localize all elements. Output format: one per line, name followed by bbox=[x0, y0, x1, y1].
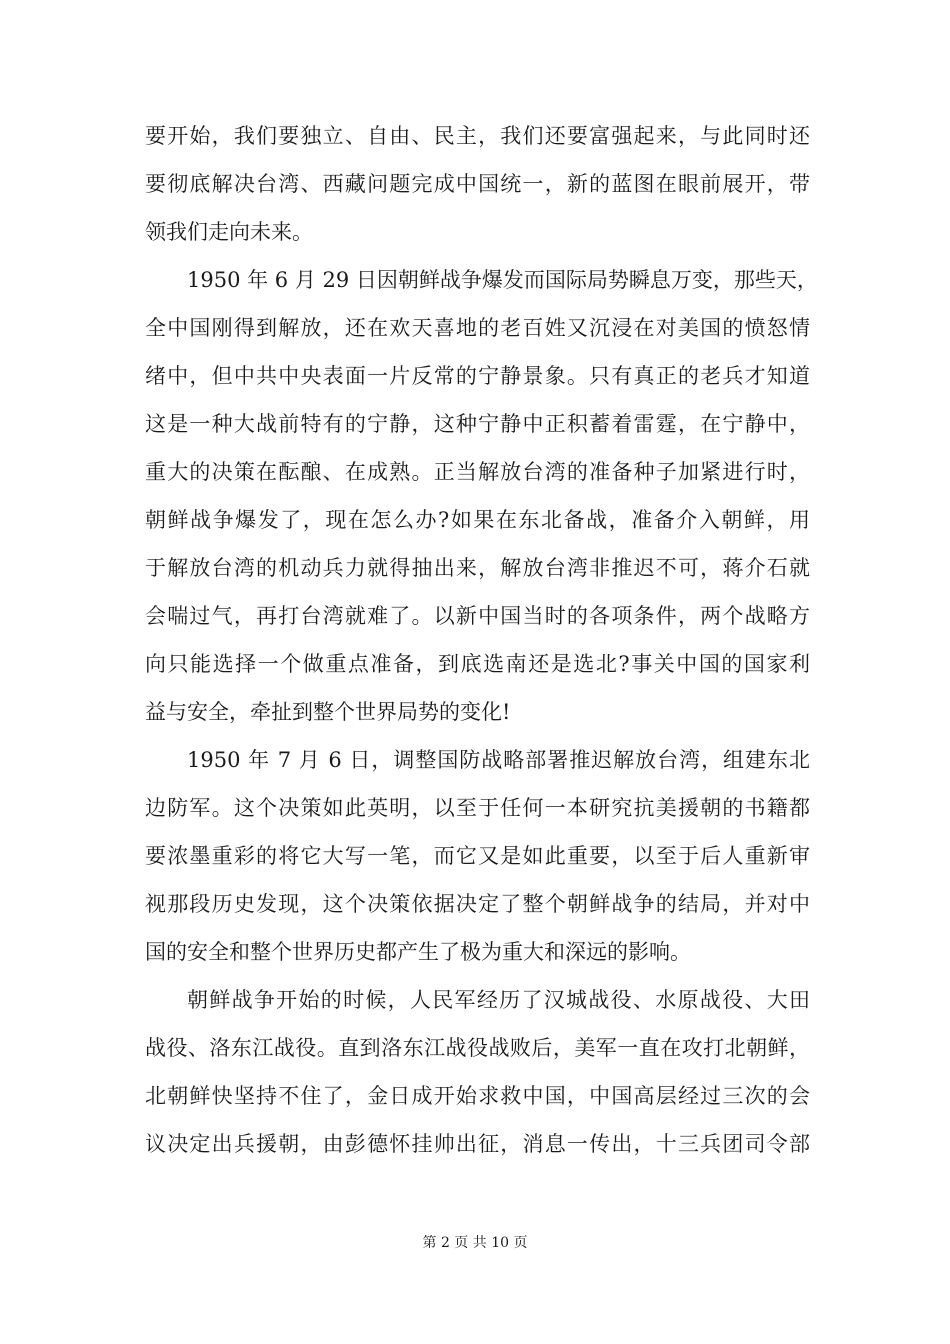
text-line: 重大的决策在酝酿、在成熟。正当解放台湾的准备种子加紧进行时， bbox=[145, 460, 810, 484]
text-line: 1950 年 6 月 29 日因朝鲜战争爆发而国际局势瞬息万变，那些天， bbox=[187, 268, 818, 292]
text-line: 国的安全和整个世界历史都产生了极为重大和深远的影响。 bbox=[145, 940, 691, 964]
text-line: 北朝鲜快坚持不住了，金日成开始求救中国，中国高层经过三次的会 bbox=[145, 1084, 810, 1108]
text-line: 向只能选择一个做重点准备，到底选南还是选北?事关中国的国家利 bbox=[145, 652, 810, 676]
text-line: 益与安全，牵扯到整个世界局势的变化! bbox=[145, 700, 511, 724]
text-line: 朝鲜战争开始的时候，人民军经历了汉城战役、水原战役、大田 bbox=[187, 988, 810, 1012]
text-line: 全中国刚得到解放，还在欢天喜地的老百姓又沉浸在对美国的愤怒情 bbox=[145, 316, 810, 340]
text-line: 会喘过气，再打台湾就难了。以新中国当时的各项条件，两个战略方 bbox=[145, 604, 810, 628]
text-line: 视那段历史发现，这个决策依据决定了整个朝鲜战争的结局，并对中 bbox=[145, 892, 810, 916]
text-line: 战役、洛东江战役。直到洛东江战役战败后，美军一直在攻打北朝鲜， bbox=[145, 1036, 810, 1060]
text-line: 边防军。这个决策如此英明，以至于任何一本研究抗美援朝的书籍都 bbox=[145, 796, 810, 820]
text-line: 要彻底解决台湾、西藏问题完成中国统一，新的蓝图在眼前展开，带 bbox=[145, 172, 810, 196]
text-line: 领我们走向未来。 bbox=[145, 220, 313, 244]
text-line: 这是一种大战前特有的宁静，这种宁静中正积蓄着雷霆，在宁静中， bbox=[145, 412, 810, 436]
page-number-footer: 第 2 页 共 10 页 bbox=[422, 1235, 528, 1251]
text-line: 朝鲜战争爆发了，现在怎么办?如果在东北备战，准备介入朝鲜，用 bbox=[145, 508, 810, 532]
body-text bbox=[145, 112, 818, 1168]
text-line: 1950 年 7 月 6 日，调整国防战略部署推迟解放台湾，组建东北 bbox=[187, 748, 810, 772]
text-line: 绪中，但中共中央表面一片反常的宁静景象。只有真正的老兵才知道 bbox=[145, 364, 810, 388]
text-line: 议决定出兵援朝，由彭德怀挂帅出征，消息一传出，十三兵团司令部 bbox=[145, 1132, 810, 1156]
text-line: 于解放台湾的机动兵力就得抽出来，解放台湾非推迟不可，蒋介石就 bbox=[145, 556, 810, 580]
text-line: 要浓墨重彩的将它大写一笔，而它又是如此重要，以至于后人重新审 bbox=[145, 844, 810, 868]
text-line: 要开始，我们要独立、自由、民主，我们还要富强起来，与此同时还 bbox=[145, 124, 810, 148]
